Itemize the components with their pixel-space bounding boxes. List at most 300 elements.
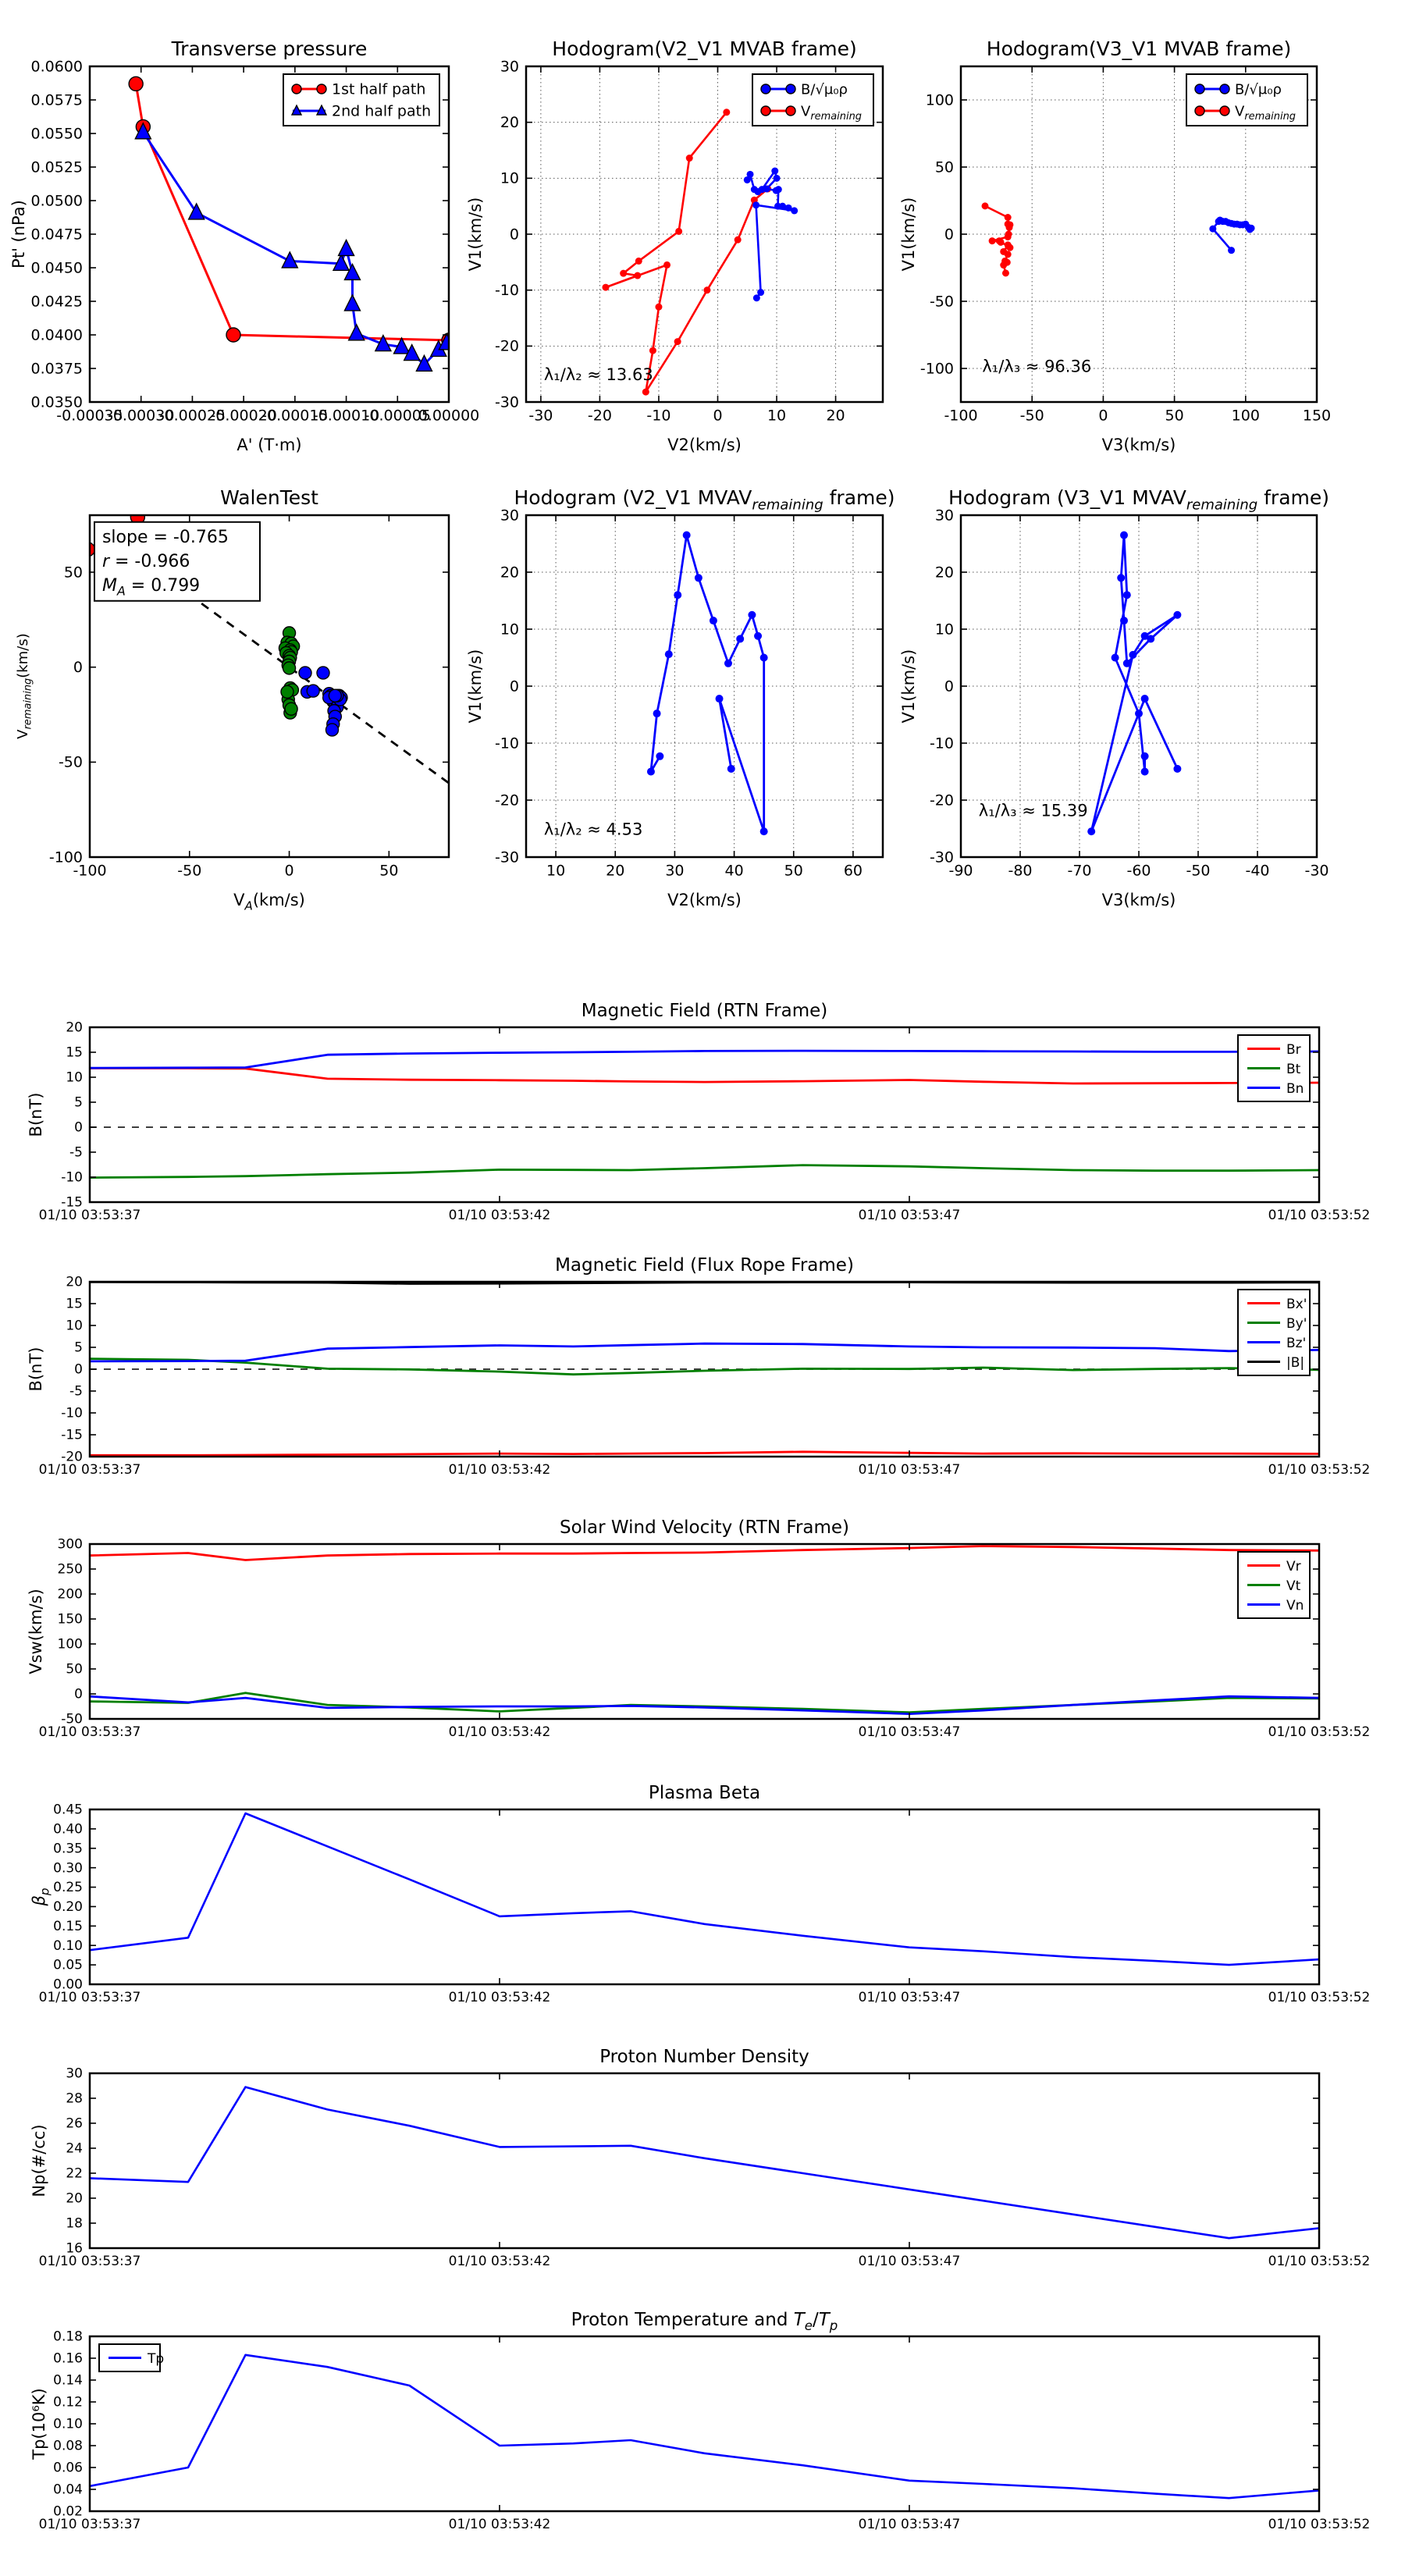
plot-frame bbox=[90, 2336, 1319, 2511]
x-tick-label: 10 bbox=[767, 407, 787, 425]
circle-marker bbox=[748, 611, 756, 619]
x-axis-label: A' (T·m) bbox=[237, 436, 302, 454]
x-axis-label: V3(km/s) bbox=[1101, 891, 1176, 909]
chart-proton-temperature bbox=[0, 2293, 1405, 2558]
svg-walen-test bbox=[0, 468, 500, 984]
y-tick-label: 15 bbox=[66, 1296, 83, 1312]
y-tick-label: 0 bbox=[509, 226, 519, 244]
y-tick-label: 0.0425 bbox=[30, 293, 83, 311]
circle-marker bbox=[752, 201, 759, 208]
chart-title: Hodogram (V2_V1 $MVAV_{remaining}$ frame) bbox=[514, 486, 895, 514]
circle-marker bbox=[665, 650, 673, 658]
circle-marker bbox=[285, 703, 297, 715]
circle-marker bbox=[760, 827, 768, 835]
triangle-marker bbox=[439, 334, 454, 350]
circle-marker bbox=[786, 84, 795, 94]
x-tick-label: 01/10 03:53:52 bbox=[1268, 1207, 1371, 1223]
y-tick-label: 10 bbox=[500, 169, 519, 187]
circle-marker bbox=[326, 724, 339, 736]
circle-marker bbox=[1129, 651, 1136, 659]
y-tick-label: -50 bbox=[61, 1711, 83, 1727]
legend-label: Tp bbox=[148, 2351, 165, 2367]
y-tick-label: 10 bbox=[66, 1069, 83, 1086]
x-axis-label: V2(km/s) bbox=[667, 436, 742, 454]
plot-frame bbox=[90, 1544, 1319, 1719]
circle-marker bbox=[329, 689, 341, 702]
chart-plasma-beta bbox=[0, 1766, 1405, 2031]
x-tick-label: -30 bbox=[1304, 862, 1329, 880]
y-tick-label: 20 bbox=[934, 564, 954, 582]
x-tick-label: -20 bbox=[587, 407, 612, 425]
x-tick-label: 20 bbox=[606, 862, 625, 880]
series-Bz-prime bbox=[90, 1343, 1319, 1361]
circle-marker bbox=[1195, 84, 1204, 94]
circle-marker bbox=[1141, 768, 1149, 776]
y-axis-label: V1(km/s) bbox=[899, 649, 918, 724]
svg-magnetic-field-flux-rope bbox=[0, 1238, 1405, 1503]
legend-label: By' bbox=[1286, 1316, 1307, 1332]
svg-proton-number-density bbox=[0, 2030, 1405, 2295]
svg-hodogram-v2v1-mvab bbox=[466, 0, 937, 515]
series-Bx-prime bbox=[90, 1452, 1319, 1456]
chart-hodogram-v3v1-mvab bbox=[899, 0, 1405, 515]
x-tick-label: 01/10 03:53:37 bbox=[38, 1724, 141, 1740]
x-tick-label: 01/10 03:53:52 bbox=[1268, 1461, 1371, 1478]
triangle-marker bbox=[349, 325, 365, 340]
y-tick-label: 0.25 bbox=[53, 1880, 83, 1896]
circle-marker bbox=[1141, 695, 1149, 703]
circle-marker bbox=[1248, 225, 1255, 232]
x-tick-label: -0.00020 bbox=[210, 407, 277, 425]
legend-label: Bz' bbox=[1286, 1336, 1307, 1351]
legend-label: B/√μ₀ρ bbox=[1235, 81, 1282, 98]
y-tick-label: 0.0600 bbox=[30, 58, 83, 76]
y-tick-label: -5 bbox=[69, 1383, 83, 1400]
chart-transverse-pressure bbox=[0, 0, 500, 515]
y-tick-label: 5 bbox=[74, 1340, 83, 1356]
circle-marker bbox=[771, 168, 778, 175]
x-tick-label: -60 bbox=[1126, 862, 1151, 880]
circle-marker bbox=[724, 660, 732, 667]
series-B-hodogram bbox=[1087, 532, 1181, 836]
y-tick-label: 0 bbox=[944, 226, 954, 244]
x-tick-label: 01/10 03:53:42 bbox=[448, 1989, 551, 2005]
x-tick-label: 01/10 03:53:52 bbox=[1268, 1989, 1371, 2005]
circle-marker bbox=[226, 328, 240, 342]
chart-magnetic-field-rtn bbox=[0, 984, 1405, 1249]
chart-proton-number-density bbox=[0, 2030, 1405, 2295]
circle-marker bbox=[299, 667, 311, 679]
x-tick-label: 01/10 03:53:52 bbox=[1268, 2516, 1371, 2532]
circle-marker bbox=[281, 685, 293, 698]
circle-marker bbox=[317, 84, 326, 94]
y-tick-label: -100 bbox=[919, 360, 954, 378]
circle-marker bbox=[760, 654, 768, 662]
circle-marker bbox=[80, 543, 94, 557]
series-Br bbox=[90, 1069, 1319, 1084]
y-tick-label: 0.10 bbox=[53, 1937, 83, 1954]
x-tick-label: -100 bbox=[944, 407, 978, 425]
y-tick-label: 5 bbox=[74, 1094, 83, 1111]
annotation-line: $M_A = 0.799$ bbox=[101, 576, 201, 599]
circle-marker bbox=[602, 284, 609, 291]
circle-marker bbox=[656, 753, 663, 760]
circle-marker bbox=[1120, 532, 1128, 539]
chart-title: Plasma Beta bbox=[648, 1783, 761, 1803]
circle-marker bbox=[675, 228, 682, 235]
y-tick-label: 26 bbox=[66, 2115, 83, 2132]
legend-label: 2nd half path bbox=[332, 102, 432, 120]
circle-marker bbox=[1195, 106, 1204, 116]
series-Bt bbox=[90, 1165, 1319, 1178]
x-tick-label: -0.00010 bbox=[312, 407, 380, 425]
y-tick-label: 20 bbox=[500, 564, 519, 582]
y-tick-label: 0.0400 bbox=[30, 326, 83, 344]
x-tick-label: -0.00025 bbox=[158, 407, 226, 425]
y-tick-label: 30 bbox=[66, 2065, 83, 2082]
plot-frame bbox=[90, 2073, 1319, 2248]
y-tick-label: 30 bbox=[934, 507, 954, 525]
series-By-prime bbox=[90, 1359, 1319, 1375]
y-tick-label: -10 bbox=[494, 735, 519, 753]
chart-title: Hodogram(V3_V1 MVAB frame) bbox=[986, 37, 1292, 60]
chart-title: WalenTest bbox=[220, 486, 318, 509]
circle-marker bbox=[763, 185, 770, 192]
y-axis-label: Np(#/cc) bbox=[30, 2124, 48, 2197]
y-axis-label: Vsw(km/s) bbox=[27, 1589, 45, 1674]
chart-title: Hodogram (V3_V1 $MVAV_{remaining}$ frame) bbox=[948, 486, 1330, 514]
y-tick-label: -30 bbox=[929, 849, 954, 866]
x-tick-label: -80 bbox=[1008, 862, 1033, 880]
circle-marker bbox=[317, 667, 329, 679]
y-tick-label: 0 bbox=[74, 1119, 83, 1136]
x-tick-label: 40 bbox=[724, 862, 744, 880]
y-tick-label: 0.00 bbox=[53, 1976, 83, 1993]
x-tick-label: 0.00000 bbox=[418, 407, 480, 425]
y-axis-label: V1(km/s) bbox=[466, 649, 485, 724]
y-axis-label: V1(km/s) bbox=[899, 197, 918, 272]
y-tick-label: 28 bbox=[66, 2090, 83, 2107]
circle-marker bbox=[747, 171, 754, 178]
circle-marker bbox=[653, 710, 661, 717]
circle-marker bbox=[754, 632, 762, 640]
y-tick-label: 24 bbox=[66, 2140, 83, 2157]
x-tick-label: -0.00035 bbox=[56, 407, 123, 425]
y-tick-label: 0 bbox=[509, 678, 519, 696]
y-tick-label: 0.06 bbox=[53, 2460, 83, 2476]
legend-label: Bt bbox=[1286, 1062, 1301, 1077]
x-tick-label: 100 bbox=[1231, 407, 1260, 425]
circle-marker bbox=[635, 258, 642, 265]
x-tick-label: 150 bbox=[1302, 407, 1332, 425]
circle-marker bbox=[683, 532, 691, 539]
y-tick-label: 250 bbox=[57, 1561, 83, 1578]
chart-hodogram-v2v1-mvav bbox=[466, 468, 937, 984]
y-tick-label: 0.0550 bbox=[30, 125, 83, 143]
x-tick-label: 01/10 03:53:52 bbox=[1268, 1724, 1371, 1740]
chart-hodogram-v2v1-mvab bbox=[466, 0, 937, 515]
circle-marker bbox=[998, 239, 1005, 246]
series-beta-p bbox=[90, 1813, 1319, 1965]
series-2nd-half-path bbox=[135, 123, 454, 372]
y-tick-label: 0 bbox=[74, 1361, 83, 1378]
x-tick-label: -90 bbox=[948, 862, 973, 880]
x-axis-label: V2(km/s) bbox=[667, 891, 742, 909]
x-axis-label: $V_A(km/s)$ bbox=[233, 891, 305, 913]
series-Vr bbox=[90, 1546, 1319, 1560]
x-tick-label: -40 bbox=[1245, 862, 1270, 880]
circle-marker bbox=[1006, 221, 1013, 228]
circle-marker bbox=[710, 617, 717, 624]
y-tick-label: -10 bbox=[494, 281, 519, 299]
y-tick-label: 0.18 bbox=[53, 2329, 83, 2345]
circle-marker bbox=[634, 272, 641, 279]
legend-label: $V_{remaining}$ bbox=[801, 103, 863, 123]
x-tick-label: 30 bbox=[665, 862, 685, 880]
y-tick-label: 18 bbox=[66, 2215, 83, 2232]
circle-marker bbox=[735, 237, 742, 244]
series-B-over-sqrt-mu0rho bbox=[1209, 216, 1254, 254]
circle-marker bbox=[1123, 591, 1131, 599]
svg-proton-temperature bbox=[0, 2293, 1405, 2558]
y-tick-label: -15 bbox=[61, 1427, 83, 1443]
x-tick-label: 01/10 03:53:42 bbox=[448, 2516, 551, 2532]
x-tick-label: 01/10 03:53:42 bbox=[448, 1207, 551, 1223]
circle-marker bbox=[1209, 226, 1216, 233]
y-tick-label: 0.30 bbox=[53, 1860, 83, 1877]
x-tick-label: 01/10 03:53:42 bbox=[448, 1724, 551, 1740]
y-tick-label: -20 bbox=[61, 1449, 83, 1465]
circle-marker bbox=[655, 304, 662, 311]
x-tick-label: 01/10 03:53:47 bbox=[858, 1461, 961, 1478]
circle-marker bbox=[674, 338, 681, 345]
circle-marker bbox=[736, 635, 744, 642]
triangle-marker bbox=[282, 252, 297, 268]
x-tick-label: -100 bbox=[73, 862, 107, 880]
circle-marker bbox=[757, 289, 764, 296]
circle-marker bbox=[1000, 262, 1007, 269]
y-tick-label: 20 bbox=[500, 113, 519, 131]
x-tick-label: 50 bbox=[784, 862, 803, 880]
legend-label: Br bbox=[1286, 1042, 1301, 1058]
chart-hodogram-v3v1-mvav bbox=[899, 468, 1405, 984]
y-tick-label: -10 bbox=[61, 1169, 83, 1186]
x-tick-label: 01/10 03:53:47 bbox=[858, 1989, 961, 2005]
circle-marker bbox=[982, 202, 989, 209]
circle-marker bbox=[129, 76, 143, 91]
y-axis-label: B(nT) bbox=[27, 1347, 45, 1392]
circle-marker bbox=[1141, 632, 1149, 640]
circle-marker bbox=[1087, 827, 1095, 835]
series-walen-blue-points bbox=[299, 667, 347, 736]
svg-hodogram-v3v1-mvab bbox=[899, 0, 1405, 515]
circle-marker bbox=[686, 155, 693, 162]
triangle-marker bbox=[344, 295, 360, 311]
series-Np bbox=[90, 2087, 1319, 2239]
legend-label: Bn bbox=[1286, 1081, 1304, 1097]
circle-marker bbox=[727, 765, 735, 773]
y-tick-label: 50 bbox=[63, 564, 83, 582]
chart-walen-test bbox=[0, 468, 500, 984]
y-axis-label: V1(km/s) bbox=[466, 197, 485, 272]
circle-marker bbox=[703, 286, 710, 294]
y-tick-label: -30 bbox=[494, 393, 519, 411]
circle-marker bbox=[791, 207, 798, 214]
circle-marker bbox=[1002, 269, 1009, 276]
circle-marker bbox=[761, 106, 770, 116]
y-tick-label: 0.05 bbox=[53, 1957, 83, 1973]
y-tick-label: 10 bbox=[934, 621, 954, 639]
y-axis-label: Pt' (nPa) bbox=[9, 200, 28, 269]
y-tick-label: 20 bbox=[66, 1019, 83, 1036]
x-tick-label: 20 bbox=[826, 407, 845, 425]
y-tick-label: 0.0375 bbox=[30, 360, 83, 378]
chart-title: Solar Wind Velocity (RTN Frame) bbox=[559, 1517, 850, 1538]
circle-marker bbox=[1005, 251, 1012, 258]
y-tick-label: 15 bbox=[66, 1044, 83, 1061]
y-tick-label: 50 bbox=[66, 1661, 83, 1678]
y-tick-label: 0.0475 bbox=[30, 226, 83, 244]
x-tick-label: 01/10 03:53:47 bbox=[858, 2516, 961, 2532]
x-tick-label: 0 bbox=[284, 862, 294, 880]
y-tick-label: 0.45 bbox=[53, 1802, 83, 1818]
annotation-line: slope = -0.765 bbox=[101, 528, 229, 548]
circle-marker bbox=[695, 574, 702, 582]
chart-title: Magnetic Field (RTN Frame) bbox=[581, 1001, 828, 1021]
y-tick-label: 0.14 bbox=[53, 2372, 83, 2389]
chart-title: Proton Number Density bbox=[599, 2047, 809, 2067]
series-V-remaining bbox=[982, 202, 1014, 276]
x-tick-label: -0.00005 bbox=[364, 407, 432, 425]
x-tick-label: 0 bbox=[713, 407, 723, 425]
annotation: λ₁/λ₂ ≈ 4.53 bbox=[543, 820, 643, 839]
circle-marker bbox=[716, 695, 724, 703]
legend-label: Vr bbox=[1286, 1559, 1301, 1574]
svg-magnetic-field-rtn bbox=[0, 984, 1405, 1249]
circle-marker bbox=[1141, 753, 1149, 760]
plot-frame bbox=[90, 1809, 1319, 1984]
legend-label: Vt bbox=[1286, 1578, 1301, 1594]
svg-solar-wind-velocity bbox=[0, 1500, 1405, 1766]
y-tick-label: -30 bbox=[494, 849, 519, 866]
x-tick-label: 01/10 03:53:37 bbox=[38, 2253, 141, 2269]
y-axis-label: $V_{remaining}(km/s)$ bbox=[15, 633, 34, 739]
circle-marker bbox=[1005, 233, 1012, 240]
x-tick-label: -0.00030 bbox=[107, 407, 175, 425]
y-tick-label: -15 bbox=[61, 1194, 83, 1211]
x-tick-label: 01/10 03:53:37 bbox=[38, 1461, 141, 1478]
y-tick-label: 22 bbox=[66, 2165, 83, 2182]
y-tick-label: 150 bbox=[57, 1611, 83, 1628]
series-Vt bbox=[90, 1693, 1319, 1713]
circle-marker bbox=[1220, 106, 1229, 116]
x-tick-label: 01/10 03:53:52 bbox=[1268, 2253, 1371, 2269]
x-tick-label: -30 bbox=[528, 407, 553, 425]
circle-marker bbox=[774, 175, 781, 182]
legend-label: Vn bbox=[1286, 1598, 1304, 1614]
y-tick-label: 0.0575 bbox=[30, 91, 83, 109]
chart-magnetic-field-flux-rope bbox=[0, 1238, 1405, 1503]
y-tick-label: 0.02 bbox=[53, 2503, 83, 2520]
chart-title: Transverse pressure bbox=[171, 37, 368, 60]
series-Vn bbox=[90, 1696, 1319, 1713]
y-tick-label: 0 bbox=[73, 658, 83, 676]
y-tick-label: 10 bbox=[66, 1318, 83, 1334]
circle-marker bbox=[649, 347, 656, 354]
circle-marker bbox=[283, 662, 296, 674]
x-tick-label: 0 bbox=[1098, 407, 1108, 425]
circle-marker bbox=[1120, 617, 1128, 624]
chart-title: Hodogram(V2_V1 MVAB frame) bbox=[552, 37, 857, 60]
series-B-hodogram bbox=[647, 532, 768, 836]
y-tick-label: -5 bbox=[69, 1144, 83, 1161]
circle-marker bbox=[1228, 247, 1235, 254]
x-tick-label: -0.00015 bbox=[261, 407, 329, 425]
x-tick-label: -50 bbox=[1186, 862, 1211, 880]
y-tick-label: 50 bbox=[934, 158, 954, 176]
x-tick-label: 50 bbox=[1165, 407, 1184, 425]
x-tick-label: 01/10 03:53:42 bbox=[448, 1461, 551, 1478]
y-tick-label: 10 bbox=[500, 621, 519, 639]
x-tick-label: 01/10 03:53:37 bbox=[38, 1207, 141, 1223]
circle-marker bbox=[1117, 574, 1125, 582]
y-tick-label: 300 bbox=[57, 1536, 83, 1553]
series-V-remaining bbox=[602, 109, 771, 395]
circle-marker bbox=[647, 768, 655, 776]
y-tick-label: -100 bbox=[48, 849, 83, 866]
circle-marker bbox=[663, 262, 670, 269]
circle-marker bbox=[1220, 84, 1229, 94]
legend-label: $V_{remaining}$ bbox=[1235, 103, 1297, 123]
circle-marker bbox=[642, 389, 649, 396]
series-Bn bbox=[90, 1051, 1319, 1068]
circle-marker bbox=[307, 685, 319, 697]
x-tick-label: 50 bbox=[379, 862, 399, 880]
x-tick-label: 01/10 03:53:42 bbox=[448, 2253, 551, 2269]
y-tick-label: 0.35 bbox=[53, 1841, 83, 1857]
circle-marker bbox=[753, 294, 760, 301]
svg-hodogram-v3v1-mvav bbox=[899, 468, 1405, 984]
circle-marker bbox=[1173, 765, 1181, 773]
y-tick-label: -20 bbox=[494, 792, 519, 809]
svg-hodogram-v2v1-mvav bbox=[466, 468, 937, 984]
chart-title: Proton Temperature and $T_e/T_p$ bbox=[571, 2310, 838, 2333]
legend-label: Bx' bbox=[1286, 1297, 1307, 1312]
circle-marker bbox=[989, 237, 996, 244]
y-tick-label: 0.10 bbox=[53, 2416, 83, 2432]
circle-marker bbox=[1005, 214, 1012, 221]
circle-marker bbox=[779, 203, 786, 210]
y-tick-label: -20 bbox=[494, 337, 519, 355]
circle-marker bbox=[761, 84, 770, 94]
plot-frame bbox=[526, 515, 883, 857]
x-tick-label: 01/10 03:53:37 bbox=[38, 2516, 141, 2532]
circle-marker bbox=[786, 106, 795, 116]
y-tick-label: 0.0350 bbox=[30, 393, 83, 411]
y-tick-label: 0.16 bbox=[53, 2350, 83, 2367]
y-tick-label: 0.0450 bbox=[30, 259, 83, 277]
y-axis-label: $\beta_p$ bbox=[30, 1888, 52, 1906]
legend-label: B/√μ₀ρ bbox=[801, 81, 848, 98]
y-tick-label: -50 bbox=[58, 753, 83, 771]
y-tick-label: 0.40 bbox=[53, 1821, 83, 1838]
x-tick-label: 01/10 03:53:37 bbox=[38, 1989, 141, 2005]
y-tick-label: -10 bbox=[61, 1405, 83, 1421]
circle-marker bbox=[1005, 241, 1012, 248]
y-tick-label: 0.15 bbox=[53, 1918, 83, 1934]
y-tick-label: 0.04 bbox=[53, 2482, 83, 2498]
x-tick-label: -70 bbox=[1067, 862, 1092, 880]
